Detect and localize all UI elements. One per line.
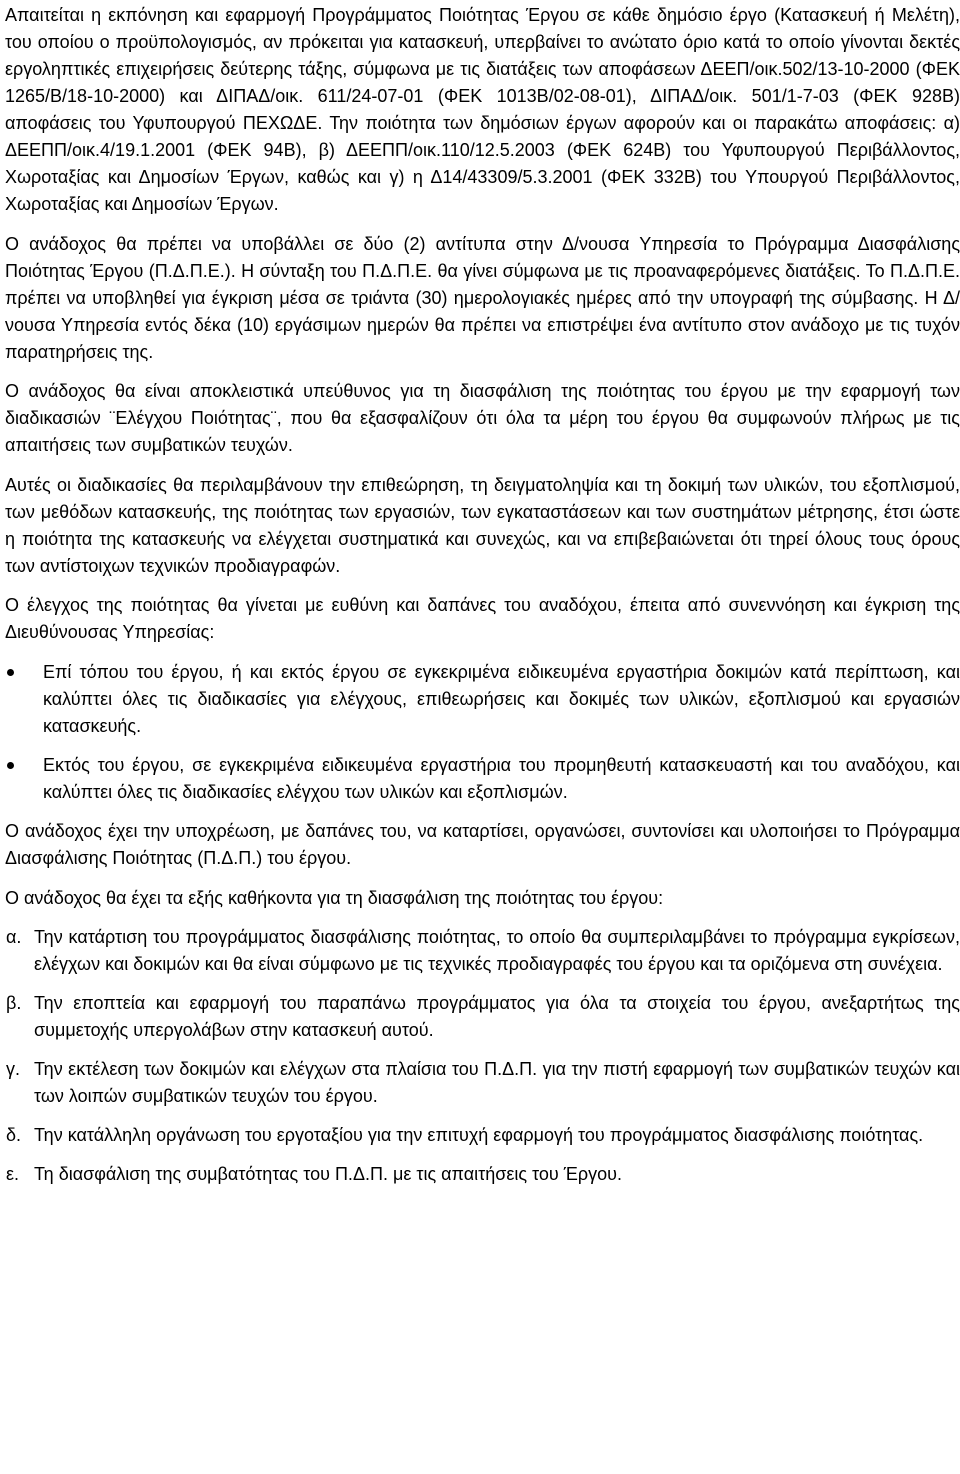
lettered-item-e [5,1161,960,1188]
list-item-text: Την κατάρτιση του προγράμματος διασφάλισης ποιότητας, το οποίο θα συμπεριλαμβάνει το πρόγραμμα εγκρίσεων, ελέγχων και δοκιμών και θα είναι σύμφωνο με τις τεχνικές προδιαγραφές του έργου και τα οριζόμενα στη συνέχεια. [34,927,960,974]
list-marker: δ. [6,1125,22,1145]
list-marker: β. [6,993,22,1013]
bullet-dot-icon [7,762,14,769]
bullet-text: Εκτός του έργου, σε εγκεκριμένα ειδικευμένα εργαστήρια του προμηθευτή κατασκευαστή και του αναδόχου, και καλύπτει όλες τις διαδικασίες ελέγχου των υλικών και εξοπλισμών. [43,754,960,802]
lettered-item-d [5,1122,960,1149]
bullet-list [5,659,960,806]
list-marker: ε. [6,1164,20,1184]
list-marker: γ. [6,1059,21,1079]
paragraph-submission-of-program: Ο ανάδοχος θα πρέπει να υποβάλλει σε δύο (2) αντίτυπα στην Δ/νουσα Υπηρεσία το Πρόγραμμα Διασφάλισης Ποιότητας Έργου (Π.Δ.Π.Ε.). Η σύνταξη του Π.Δ.Π.Ε. θα γίνει σύμφωνα με τις προαναφερόμενες διατάξεις. Το Π.Δ.Π.Ε. πρέπει να υποβληθεί για έγκριση μέσα σε τριάντα (30) ημερολογιακές ημέρες από την υπογραφή της σύμβασης. Η Δ/νουσα Υπηρεσία εντός δέκα (10) εργάσιμων ημερών θα πρέπει να επιστρέψει ένα αντίτυπο στον ανάδοχο με τις τυχόν παρατηρήσεις της. [5,233,960,362]
paragraph-quality-control-cost: Ο έλεγχος της ποιότητας θα γίνεται με ευθύνη και δαπάνες του αναδόχου, έπειτα από συνεννόηση και έγκριση της Διευθύνουσας Υπηρεσίας: [5,595,960,642]
lettered-item-c [5,1056,960,1110]
bullet-text: Επί τόπου του έργου, ή και εκτός έργου σε εγκεκριμένα ειδικευμένα εργαστήρια δοκιμών κατά περίπτωση, και καλύπτει όλες τις διαδικασίες για ελέγχους, επιθεωρήσεις και δοκιμές των υλικών, εξοπλισμού και εργασιών κατασκευής. [43,661,960,736]
paragraph-contractor-duties-intro: Ο ανάδοχος θα έχει τα εξής καθήκοντα για τη διασφάλιση της ποιότητας του έργου: [5,887,664,908]
bullet-dot-icon [7,669,14,676]
lettered-item-a [5,924,960,978]
lettered-item-b [5,990,960,1044]
lettered-list [5,924,960,1188]
paragraph-contractor-responsibility: Ο ανάδοχος θα είναι αποκλειστικά υπεύθυνος για τη διασφάλιση της ποιότητας του έργου με την εφαρμογή των διαδικασιών ¨Ελέγχου Ποιότητας¨, που θα εξασφαλίζουν ότι όλα τα μέρη του έργου θα συμφωνούν πλήρως με τις απαιτήσεις των συμβατικών τευχών. [5,381,960,455]
bullet-item-offsite [5,752,960,806]
bullet-item-onsite [5,659,960,740]
paragraph-quality-program-requirement: Απαιτείται η εκπόνηση και εφαρμογή Προγράμματος Ποιότητας Έργου σε κάθε δημόσιο έργο (Κατασκευή ή Μελέτη), του οποίου ο προϋπολογισμός, αν πρόκειται για κατασκευή, υπερβαίνει το ανώτατο όριο κατά το οποίο γίνονται δεκτές εργοληπτικές επιχειρήσεις δεύτερης τάξης, σύμφωνα με τις διατάξεις των αποφάσεων ΔΕΕΠ/οικ.502/13-10-2000 (ΦΕΚ 1265/Β/18-10-2000) και ΔΙΠΑΔ/οικ. 611/24-07-01 (ΦΕΚ 1013Β/02-08-01), ΔΙΠΑΔ/οικ. 501/1-7-03 (ΦΕΚ 928Β) αποφάσεις του Υφυπουργού ΠΕΧΩΔΕ. Την ποιότητα των δημόσιων έργων αφορούν και οι παρακάτω αποφάσεις: α) ΔΕΕΠΠ/οικ.4/19.1.2001 (ΦΕΚ 94Β), β) ΔΕΕΠΠ/οικ.110/12.5.2003 (ΦΕΚ 624Β) του Υφυπουργού Περιβάλλοντος, Χωροταξίας και Δημοσίων Έργων, καθώς και γ) η Δ14/43309/5.3.2001 (ΦΕΚ 332Β) του Υπουργού Περιβάλλοντος, Χωροταξίας και Δημοσίων Έργων. [5,5,960,214]
list-item-text: Την εκτέλεση των δοκιμών και ελέγχων στα πλαίσια του Π.Δ.Π. για την πιστή εφαρμογή των συμβατικών τευχών και των λοιπών συμβατικών τευχών του έργου. [34,1059,960,1106]
list-marker: α. [6,927,22,947]
list-item-text: Τη διασφάλιση της συμβατότητας του Π.Δ.Π. με τις απαιτήσεις του Έργου. [34,1164,622,1184]
list-item-text: Την κατάλληλη οργάνωση του εργοταξίου για την επιτυχή εφαρμογή του προγράμματος διασφάλισης ποιότητας. [34,1125,924,1145]
paragraph-contractor-obligation: Ο ανάδοχος έχει την υποχρέωση, με δαπάνες του, να καταρτίσει, οργανώσει, συντονίσει και υλοποιήσει το Πρόγραμμα Διασφάλισης Ποιότητας (Π.Δ.Π.) του έργου. [5,821,960,868]
paragraph-procedures: Αυτές οι διαδικασίες θα περιλαμβάνουν την επιθεώρηση, τη δειγματοληψία και τη δοκιμή των υλικών, του εξοπλισμού, των μεθόδων κατασκευής, της ποιότητας των εργασιών, των εγκαταστάσεων και των συστημάτων μέτρησης, έτσι ώστε η ποιότητα της κατασκευής να ελέγχεται συστηματικά και συνεχώς, και να επιβεβαιώνεται ότι τηρεί όλους τους όρους των αντίστοιχων τεχνικών προδιαγραφών. [5,474,960,576]
list-item-text: Την εποπτεία και εφαρμογή του παραπάνω προγράμματος για όλα τα στοιχεία του έργου, ανεξαρτήτως της συμμετοχής υπεργολάβων στην κατασκευή αυτού. [34,993,960,1040]
